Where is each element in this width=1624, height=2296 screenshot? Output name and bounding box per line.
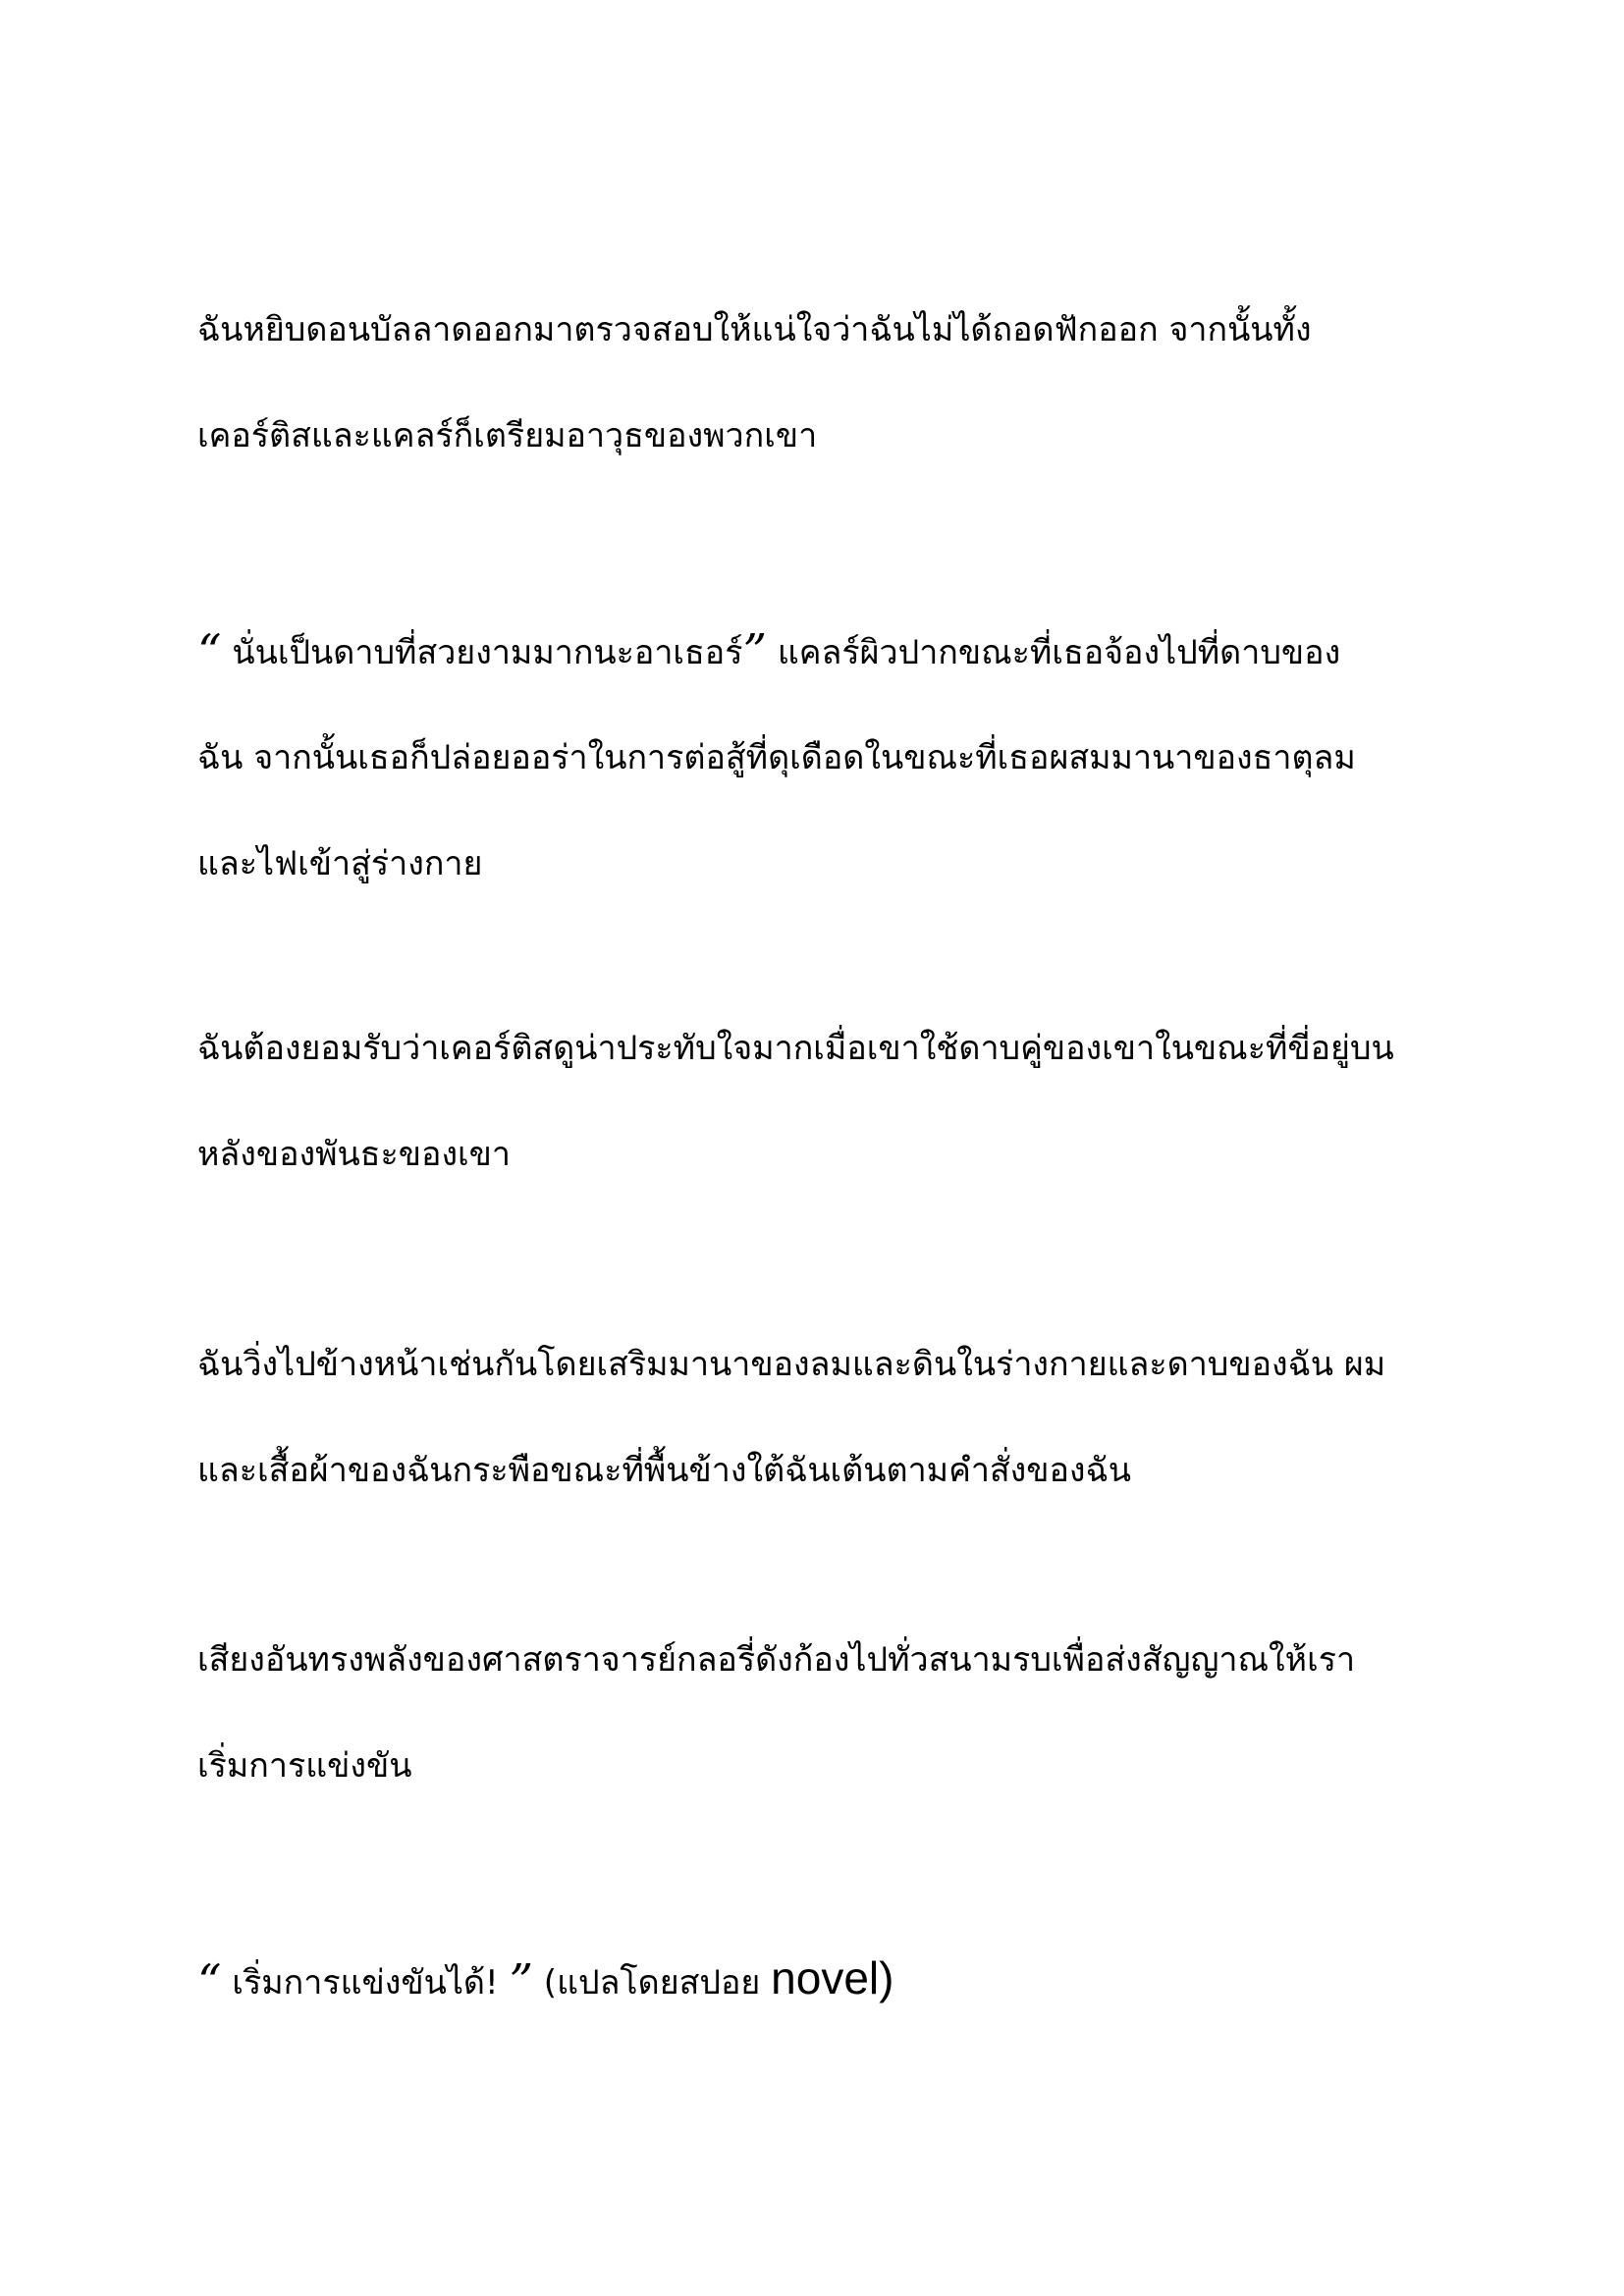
- translator-credit-latin: novel): [771, 1952, 894, 2003]
- paragraph-6: [197, 1925, 1474, 2031]
- text-line: ฉัน จากนั้นเธอก็ปล่อยออร่าในการต่อสู้ที่ดุเดือดในขณะที่เธอผสมมานาของธาตุลม: [197, 738, 1356, 777]
- dialogue-text: นั่นเป็นดาบที่สวยงามมากนะอาเธอร์: [221, 633, 743, 672]
- text-line: ฉันวิ่งไปข้างหน้าเช่นกันโดยเสริมมานาของลมและดินในร่างกายและดาบของฉัน ผม: [197, 1345, 1386, 1384]
- paragraph-3: [197, 995, 1474, 1207]
- dialogue-text: เริ่มการแข่งขันได้!: [221, 1963, 510, 2002]
- open-quote-mark: “: [197, 624, 222, 679]
- text-line: ฉันหยิบดอนบัลลาดออกมาตรวจสอบให้แน่ใจว่าฉันไม่ได้ถอดฟักออก จากนั้นทั้ง: [197, 310, 1312, 349]
- paragraph-2: [197, 599, 1474, 917]
- text-line: [197, 1925, 1474, 2031]
- text-line: ฉันต้องยอมรับว่าเคอร์ติสดูน่าประทับใจมากเมื่อเขาใช้ดาบคู่ของเขาในขณะที่ขี่อยู่บน: [197, 1029, 1394, 1068]
- narration-text: แคลร์ผิวปากขณะที่เธอจ้องไปที่ดาบของ: [767, 633, 1341, 672]
- paragraph-4: [197, 1311, 1474, 1523]
- text-line: เสียงอันทรงพลังของศาสตราจารย์กลอรี่ดังก้องไปทั่วสนามรบเพื่อส่งสัญญาณให้เรา: [197, 1640, 1356, 1680]
- paragraph-5: [197, 1607, 1474, 1819]
- text-line: เริ่มการแข่งขัน: [197, 1746, 412, 1786]
- close-quote-mark: ”: [509, 1954, 533, 2009]
- open-quote-mark: “: [197, 1954, 222, 2009]
- text-line: และไฟเข้าสู่ร่างกาย: [197, 844, 483, 883]
- text-line: และเสื้อผ้าของฉันกระพือขณะที่พื้นข้างใต้ฉันเต้นตามคำสั่งของฉัน: [197, 1451, 1131, 1490]
- text-line: [197, 599, 1474, 705]
- text-line: เคอร์ติสและแคลร์ก็เตรียมอาวุธของพวกเขา: [197, 416, 818, 455]
- paragraph-1: [197, 277, 1474, 489]
- text-line: หลังของพันธะของเขา: [197, 1135, 511, 1174]
- translator-credit: (แปลโดยสปอย: [533, 1963, 772, 2002]
- close-quote-mark: ”: [742, 624, 768, 679]
